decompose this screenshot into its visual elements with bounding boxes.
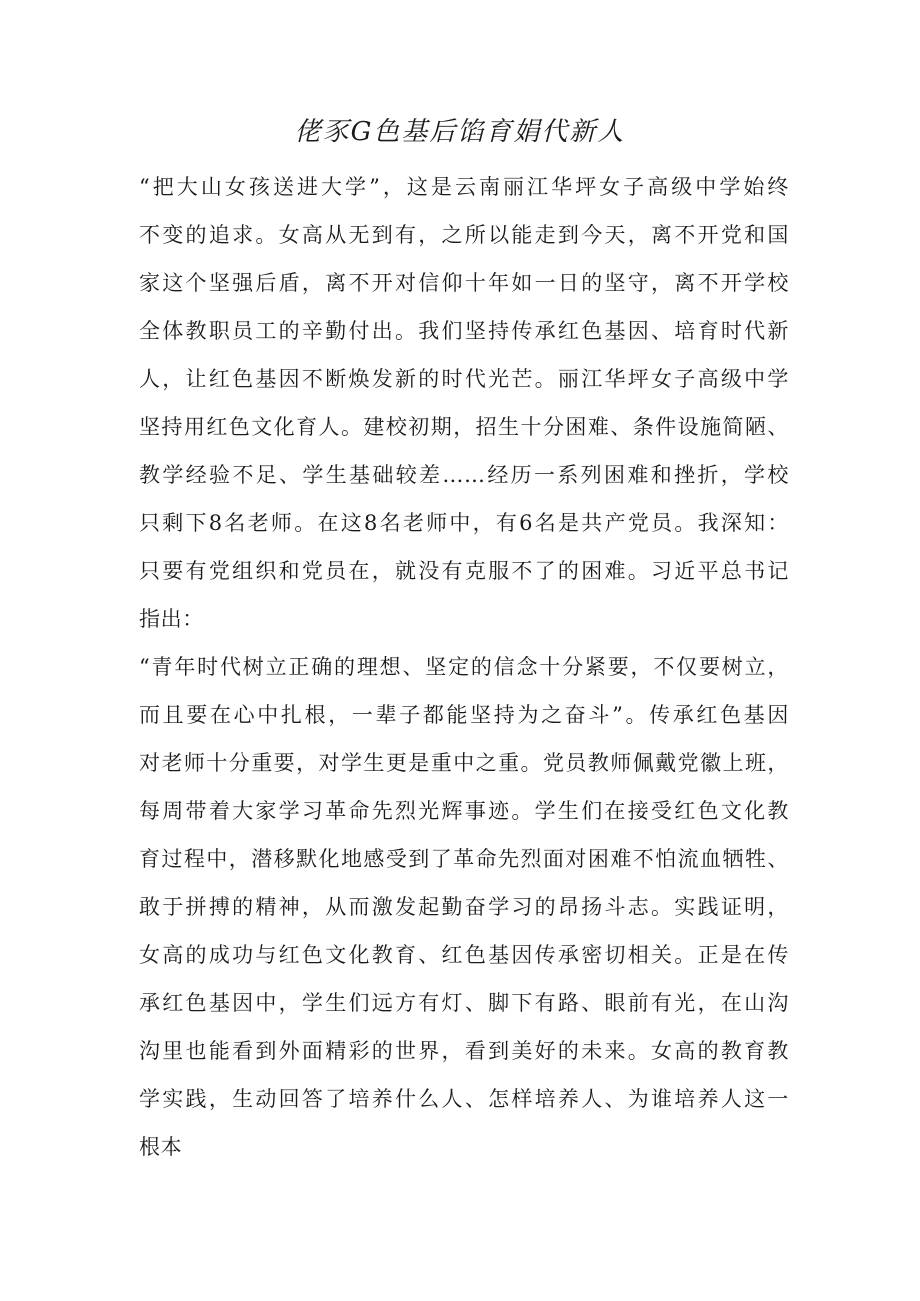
body-line-17: 女高的成功与红色文化教育、红色基因传承密切相关。正是在传 bbox=[139, 943, 789, 967]
body-line-13: 对老师十分重要，对学生更是重中之重。党员教师佩戴党徽上班， bbox=[139, 751, 789, 775]
body-line-7: 教学经验不足、学生基础较差……经历一系列困难和挫折，学校 bbox=[139, 463, 789, 487]
body-line-11: “青年时代树立正确的理想、坚定的信念十分紧要，不仅要树立， bbox=[139, 655, 789, 679]
body-line-9: 只要有党组织和党员在，就没有克服不了的困难。习近平总书记 bbox=[139, 559, 789, 583]
body-line-4: 全体教职员工的辛勤付出。我们坚持传承红色基因、培育时代新 bbox=[139, 319, 789, 343]
body-line-8: 只剩下8名老师。在这8名老师中，有6名是共产党员。我深知： bbox=[139, 511, 789, 535]
body-line-14: 每周带着大家学习革命先烈光辉事迹。学生们在接受红色文化教 bbox=[139, 799, 789, 823]
body-line-1: “把大山女孩送进大学”，这是云南丽江华坪女子高级中学始终 bbox=[139, 175, 789, 199]
body-line-16: 敢于拼搏的精神，从而激发起勤奋学习的昂扬斗志。实践证明， bbox=[139, 895, 789, 919]
body-line-3: 家这个坚强后盾，离不开对信仰十年如一日的坚守，离不开学校 bbox=[139, 271, 789, 295]
body-line-5: 人，让红色基因不断焕发新的时代光芒。丽江华坪女子高级中学 bbox=[139, 367, 789, 391]
body-line-21: 根本 bbox=[139, 1135, 183, 1159]
body-line-15: 育过程中，潜移默化地感受到了革命先烈面对困难不怕流血牺牲、 bbox=[139, 847, 789, 871]
body-line-18: 承红色基因中，学生们远方有灯、脚下有路、眼前有光，在山沟 bbox=[139, 991, 789, 1015]
body-line-12: 而且要在心中扎根，一辈子都能坚持为之奋斗”。传承红色基因 bbox=[139, 703, 789, 727]
body-line-10: 指出： bbox=[139, 607, 204, 631]
body-line-6: 坚持用红色文化育人。建校初期，招生十分困难、条件设施简陋、 bbox=[139, 415, 789, 439]
body-line-2: 不变的追求。女高从无到有，之所以能走到今天，离不开党和国 bbox=[139, 223, 789, 247]
body-line-19: 沟里也能看到外面精彩的世界，看到美好的未来。女高的教育教 bbox=[139, 1039, 789, 1063]
body-line-20: 学实践，生动回答了培养什么人、怎样培养人、为谁培养人这一 bbox=[139, 1087, 789, 1111]
document-title: 佬豕G色基后馅育娟代新人 bbox=[294, 117, 626, 147]
